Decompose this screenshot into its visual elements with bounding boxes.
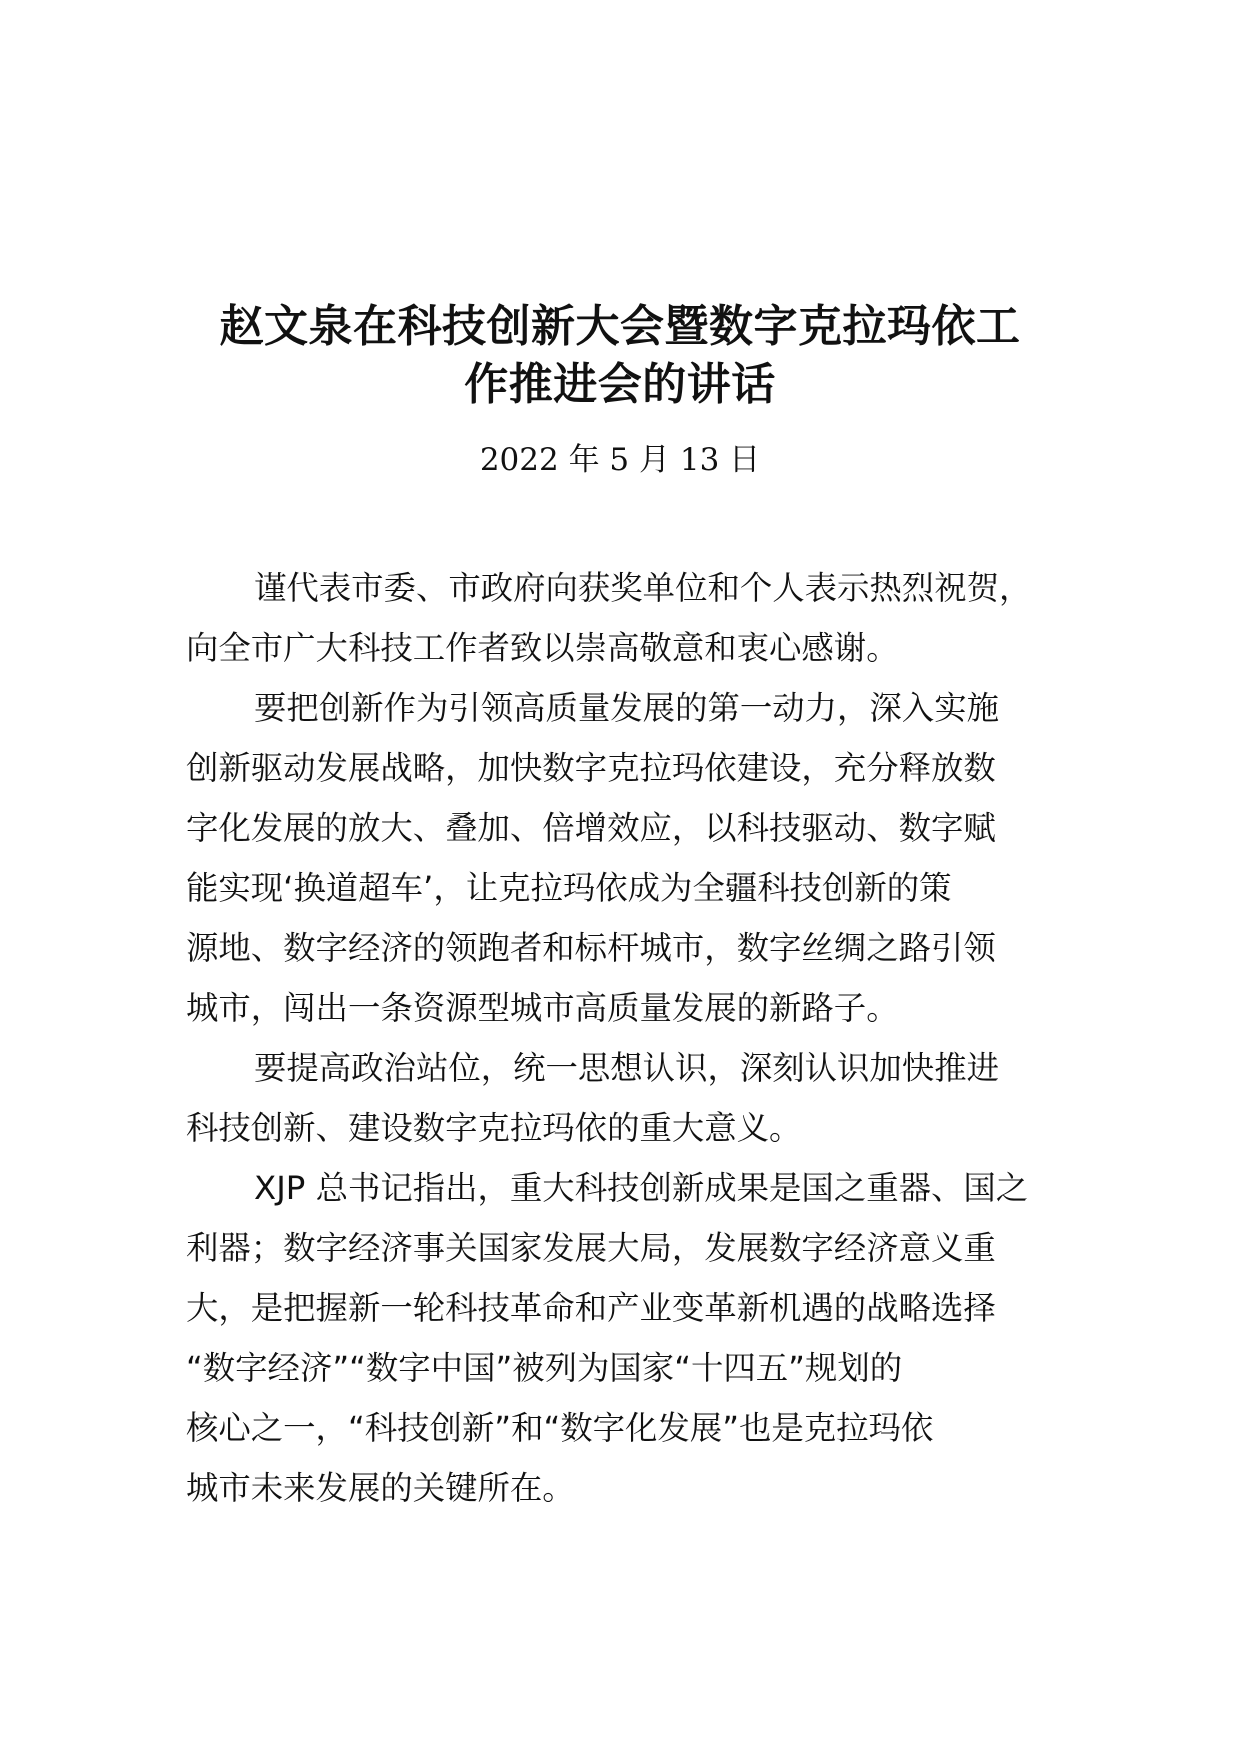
paragraph-2 (186, 678, 1054, 1038)
text-line: XJP 总书记指出，重大科技创新成果是国之重器、国之 (254, 1169, 1029, 1207)
text-line: 城市未来发展的关键所在。 (186, 1469, 575, 1507)
text-line: 向全市广大科技工作者致以崇高敬意和衷心感谢。 (186, 629, 899, 667)
document-body (186, 558, 1054, 1518)
text-line: 能实现‘换道超车’，让克拉玛依成为全疆科技创新的策 (186, 869, 952, 907)
text-line: 要提高政治站位，统一思想认识，深刻认识加快推进 (254, 1049, 999, 1087)
text-line: 要把创新作为引领高质量发展的第一动力，深入实施 (254, 689, 999, 727)
text-line: 源地、数字经济的领跑者和标杆城市，数字丝绸之路引领 (186, 929, 996, 967)
paragraph-1 (186, 558, 1054, 678)
text-line: 字化发展的放大、叠加、倍增效应，以科技驱动、数字赋 (186, 809, 996, 847)
text-line: 利器；数字经济事关国家发展大局，发展数字经济意义重 (186, 1229, 996, 1267)
title-block (190, 298, 1050, 414)
text-line: 科技创新、建设数字克拉玛依的重大意义。 (186, 1109, 802, 1147)
text-line: 城市，闯出一条资源型城市高质量发展的新路子。 (186, 989, 899, 1027)
text-line: 谨代表市委、市政府向获奖单位和个人表示热烈祝贺， (254, 569, 1032, 607)
text-line: 核心之一，“科技创新”和“数字化发展”也是克拉玛依 (186, 1409, 934, 1447)
text-line: “数字经济”“数字中国”被列为国家“十四五”规划的 (186, 1349, 903, 1387)
title-line-2: 作推进会的讲话 (464, 359, 776, 410)
speech-date: 2022 年 5 月 13 日 (479, 442, 761, 478)
title-line-1: 赵文泉在科技创新大会暨数字克拉玛依工 (219, 301, 1021, 352)
page-title (190, 298, 1050, 414)
paragraph-3 (186, 1038, 1054, 1158)
paragraph-4 (186, 1158, 1054, 1518)
text-line: 创新驱动发展战略，加快数字克拉玛依建设，充分释放数 (186, 749, 996, 787)
text-line: 大，是把握新一轮科技革命和产业变革新机遇的战略选择 (186, 1289, 996, 1327)
